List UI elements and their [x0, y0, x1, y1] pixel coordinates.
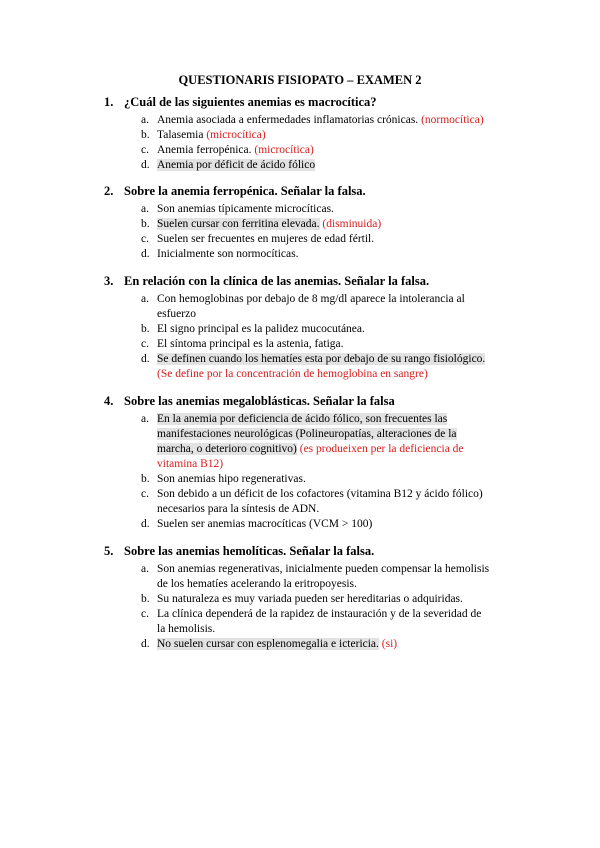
option-b-correct — [0, 217, 600, 232]
question-4 — [0, 393, 600, 532]
option-letter: d. — [141, 353, 150, 365]
question-text: En relación con la clínica de las anemias. Señalar la falsa. — [124, 274, 430, 288]
option-d — [0, 517, 600, 532]
option-a — [0, 562, 600, 592]
option-letter: c. — [141, 233, 149, 245]
answer-note: (es produeixen per la deficiencia de vitamina B12) — [157, 443, 464, 470]
answer-note: (microcítica) — [206, 129, 266, 141]
option-text-highlighted: En la anemia por deficiencia de ácido fólico, son frecuentes las manifestaciones neurológicas (Polineuropatías, alteraciones de la marcha, o deterioro cognitivo) — [157, 413, 457, 455]
option-letter: a. — [141, 563, 149, 575]
option-letter: c. — [141, 608, 149, 620]
option-text-highlighted: No suelen cursar con esplenomegalia e ictericia. — [157, 638, 379, 650]
question-number: 5. — [104, 544, 114, 558]
option-b — [0, 592, 600, 607]
option-text: Talasemia — [157, 129, 204, 141]
option-a — [0, 113, 600, 128]
question-text: Sobre las anemias megaloblásticas. Señalar la falsa — [124, 394, 395, 408]
option-text: Son anemias hipo regenerativas. — [157, 473, 306, 485]
option-text: Son debido a un déficit de los cofactores (vitamina B12 y ácido fólico) necesarios para la síntesis de ADN. — [157, 488, 483, 515]
option-letter: d. — [141, 248, 150, 260]
option-d-correct — [0, 158, 600, 173]
question-text: Sobre las anemias hemolíticas. Señalar la falsa. — [124, 544, 375, 558]
option-text: Son anemias regenerativas, inicialmente pueden compensar la hemolisis de los hematíes acelerando la eritropoyesis. — [157, 563, 490, 590]
option-b — [0, 128, 600, 143]
option-c — [0, 143, 600, 158]
option-text-highlighted: Anemia por déficit de ácido fólico — [157, 159, 316, 171]
question-3 — [0, 273, 600, 382]
option-text: Suelen ser frecuentes en mujeres de edad fértil. — [157, 233, 375, 245]
answer-note: (normocítica) — [421, 114, 484, 126]
option-b — [0, 322, 600, 337]
option-c — [0, 232, 600, 247]
option-letter: a. — [141, 203, 149, 215]
question-number: 1. — [104, 95, 114, 109]
option-letter: c. — [141, 338, 149, 350]
question-number: 3. — [104, 274, 114, 288]
question-number: 2. — [104, 184, 114, 198]
document-title: QUESTIONARIS FISIOPATO – EXAMEN 2 — [178, 73, 422, 87]
option-letter: b. — [141, 323, 150, 335]
option-letter: a. — [141, 413, 149, 425]
option-letter: c. — [141, 488, 149, 500]
answer-note: (microcítica) — [254, 144, 314, 156]
option-c — [0, 607, 600, 637]
answer-note: (disminuida) — [322, 218, 382, 230]
option-letter: a. — [141, 114, 149, 126]
question-1 — [0, 94, 600, 173]
option-letter: a. — [141, 293, 149, 305]
option-letter: b. — [141, 129, 150, 141]
question-text: ¿Cuál de las siguientes anemias es macrocítica? — [124, 95, 377, 109]
option-d-correct — [0, 637, 600, 652]
option-text: El signo principal es la palidez mucocutánea. — [157, 323, 365, 335]
option-text: Su naturaleza es muy variada pueden ser hereditarias o adquiridas. — [157, 593, 463, 605]
question-2 — [0, 183, 600, 262]
option-a — [0, 202, 600, 217]
option-c — [0, 487, 600, 517]
option-text-highlighted: Suelen cursar con ferritina elevada. — [157, 218, 320, 230]
option-letter: d. — [141, 159, 150, 171]
option-d-correct — [0, 352, 600, 382]
option-c — [0, 337, 600, 352]
option-d — [0, 247, 600, 262]
question-5 — [0, 543, 600, 652]
option-text: Anemia ferropénica. — [157, 144, 252, 156]
option-a — [0, 292, 600, 322]
answer-note: (Se define por la concentración de hemoglobina en sangre) — [157, 368, 428, 380]
option-letter: b. — [141, 593, 150, 605]
option-text: El síntoma principal es la astenia, fatiga. — [157, 338, 344, 350]
option-text: La clínica dependerá de la rapidez de instauración y de la severidad de la hemolisis. — [157, 608, 482, 635]
option-text-highlighted: Se definen cuando los hematíes esta por debajo de su rango fisiológico. — [157, 353, 486, 365]
option-text: Suelen ser anemias macrocíticas (VCM > 100) — [157, 518, 373, 530]
option-text: Anemia asociada a enfermedades inflamatorias crónicas. — [157, 114, 419, 126]
option-b — [0, 472, 600, 487]
option-letter: d. — [141, 638, 150, 650]
option-letter: b. — [141, 218, 150, 230]
answer-note: (si) — [381, 638, 398, 650]
option-letter: d. — [141, 518, 150, 530]
option-letter: c. — [141, 144, 149, 156]
option-a-correct — [0, 412, 600, 472]
question-text: Sobre la anemia ferropénica. Señalar la falsa. — [124, 184, 366, 198]
question-number: 4. — [104, 394, 114, 408]
option-letter: b. — [141, 473, 150, 485]
option-text: Son anemias típicamente microcíticas. — [157, 203, 334, 215]
option-text: Inicialmente son normocíticas. — [157, 248, 299, 260]
option-text: Con hemoglobinas por debajo de 8 mg/dl aparece la intolerancia al esfuerzo — [157, 293, 465, 320]
